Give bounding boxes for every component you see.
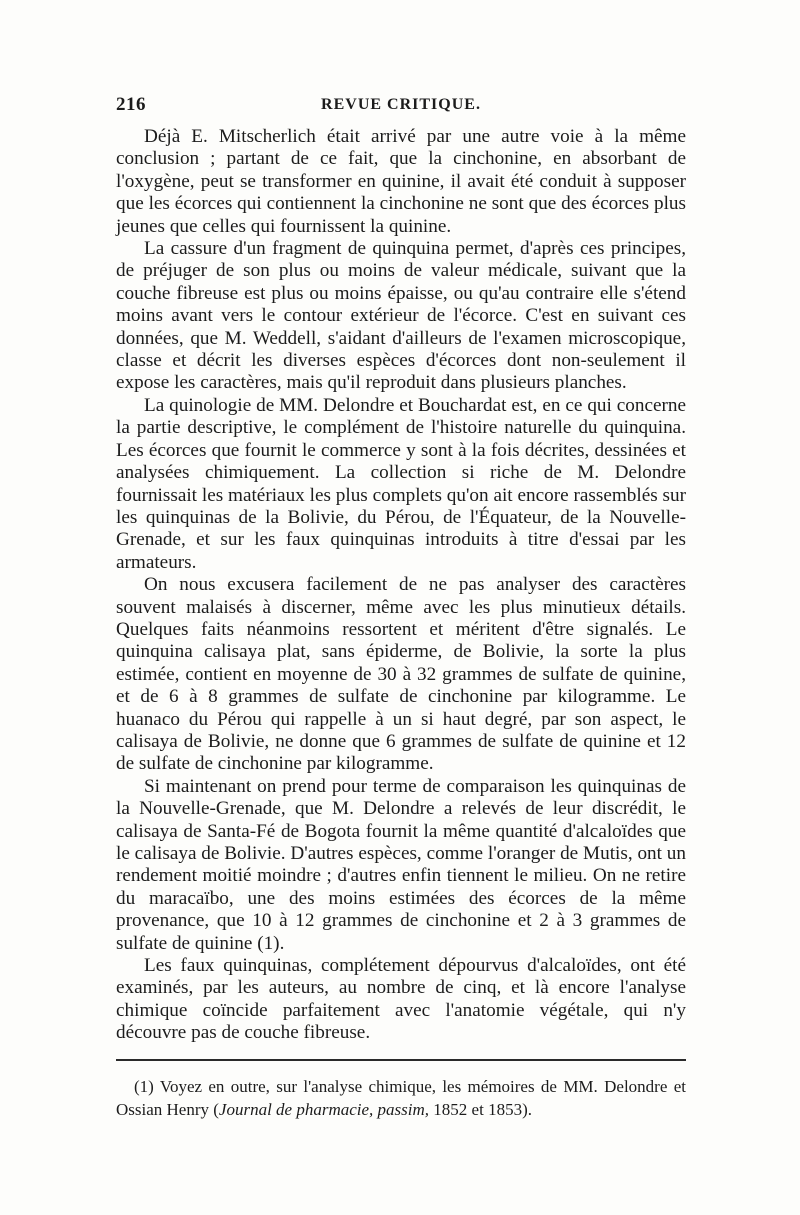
footnote-journal-title: Journal de pharmacie, passim, — [218, 1099, 430, 1119]
running-title: REVUE CRITIQUE. — [321, 96, 481, 113]
paragraph-6: Les faux quinquinas, complétement dépourvus d'alcaloïdes, ont été examinés, par les auteurs, au nombre de cinq, et là encore l'analyse chimique coïncide parfaitement avec l'anatomie végétale, qui n'y découvre pas de couche fibreuse. — [116, 955, 686, 1044]
book-page — [116, 92, 686, 1121]
footnote-text-start: (1) Voyez en outre, sur l'analyse chimique, les mémoires de MM. Delondre et Ossian Henry ( — [116, 1076, 686, 1119]
body-text — [116, 126, 686, 1045]
page-header — [116, 92, 686, 120]
paragraph-4: On nous excusera facilement de ne pas analyser des caractères souvent malaisés à discerner, même avec les plus minutieux détails. Quelques faits néanmoins ressortent et méritent d'être signalés. Le quinquina calisaya plat, sans épiderme, de Bolivie, la sorte la plus estimée, contient en moyenne de 30 à 32 grammes de sulfate de quinine, et de 6 à 8 grammes de sulfate de cinchonine par kilogramme. Le huanaco du Pérou qui rappelle à un si haut degré, par son aspect, le calisaya de Bolivie, ne donne que 6 grammes de sulfate de quinine et 12 de sulfate de cinchonine par kilogramme. — [116, 574, 686, 775]
footnote — [116, 1075, 686, 1121]
footnote-text-end: 1852 et 1853). — [429, 1099, 532, 1119]
footnote-separator — [116, 1059, 686, 1061]
page-number: 216 — [116, 94, 146, 115]
paragraph-5: Si maintenant on prend pour terme de comparaison les quinquinas de la Nouvelle-Grenade, que M. Delondre a relevés de leur discrédit, le calisaya de Santa-Fé de Bogota fournit la même quantité d'alcaloïdes que le calisaya de Bolivie. D'autres espèces, comme l'oranger de Mutis, ont un rendement moitié moindre ; d'autres enfin tiennent le milieu. On ne retire du maracaïbo, une des moins estimées des écorces de la même provenance, que 10 à 12 grammes de cinchonine et 2 à 3 grammes de sulfate de quinine (1). — [116, 775, 686, 954]
paragraph-3: La quinologie de MM. Delondre et Bouchardat est, en ce qui concerne la partie descriptive, le complément de l'histoire naturelle du quinquina. Les écorces que fournit le commerce y sont à la fois décrites, dessinées et analysées chimiquement. La collection si riche de M. Delondre fournissait les matériaux les plus complets qu'on ait encore rassemblés sur les quinquinas de la Bolivie, du Pérou, de l'Équateur, de la Nouvelle-Grenade, et sur les faux quinquinas introduits à titre d'essai par les armateurs. — [116, 394, 686, 573]
paragraph-1: Déjà E. Mitscherlich était arrivé par une autre voie à la même conclusion ; partant de ce fait, que la cinchonine, en absorbant de l'oxygène, peut se transformer en quinine, il avait été conduit à supposer que les écorces qui contiennent la cinchonine ne sont que des écorces plus jeunes que celles qui fournissent la quinine. — [116, 126, 686, 237]
paragraph-2: La cassure d'un fragment de quinquina permet, d'après ces principes, de préjuger de son plus ou moins de valeur médicale, suivant que la couche fibreuse est plus ou moins épaisse, ou qu'au contraire elle s'étend moins avant vers le contour extérieur de l'écorce. C'est en suivant ces données, que M. Weddell, s'aidant d'ailleurs de l'examen microscopique, classe et décrit les diverses espèces d'écorces dont non-seulement il expose les caractères, mais qu'il reproduit dans plusieurs planches. — [116, 238, 686, 394]
